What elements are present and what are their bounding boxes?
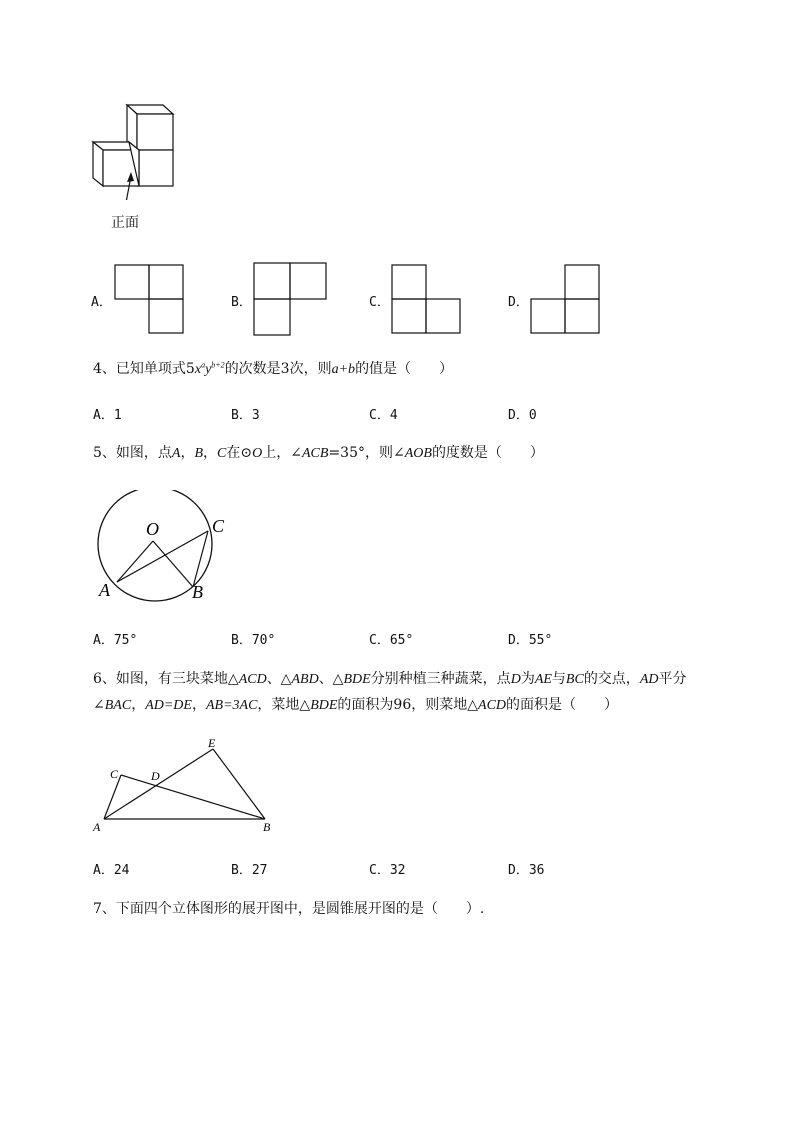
q6-option-b: B．27 <box>231 863 268 878</box>
question-4: 4、已知单项式$5x^ay^{b+2}$的次数是3次，则a+b的值是（ ） <box>93 360 454 377</box>
q6-option-a: A．24 <box>93 863 130 878</box>
q3-option-a-figure <box>114 264 186 336</box>
q5-option-d: D．55° <box>508 633 553 648</box>
q4-option-d: D．0 <box>508 408 537 423</box>
q6-option-d: D．36 <box>508 863 545 878</box>
label-E: E <box>208 736 216 750</box>
triangle-figure <box>90 735 280 835</box>
label-O: O <box>146 519 159 539</box>
label-D: D <box>151 769 160 783</box>
q6-option-c: C．32 <box>369 863 406 878</box>
label-A: A <box>99 580 110 600</box>
q3-option-b-figure <box>253 262 327 336</box>
label-B: B <box>192 582 203 602</box>
q4-option-c: C．4 <box>369 408 398 423</box>
question-6-line-1: 6、如图，有三块菜地△ACD、△ABD、△BDE分别种植三种蔬菜，点D为AE与BC的交点，AD平分 <box>93 671 687 687</box>
label-C: C <box>110 767 119 781</box>
q5-option-b: B．70° <box>231 633 276 648</box>
question-6-line-2: ∠BAC，AD=DE，AB=3AC，菜地△BDE的面积为96，则菜地△ACD的面积是（ ） <box>93 697 619 713</box>
label-A: A <box>93 820 101 834</box>
q3-option-c-label: C． <box>369 295 390 310</box>
label-B: B <box>263 820 271 834</box>
q3-option-d-label: D． <box>508 295 529 310</box>
q3-option-a-label: A． <box>91 295 112 310</box>
question-7: 7、下面四个立体图形的展开图中，是圆锥展开图的是（ ）. <box>93 901 485 917</box>
label-C: C <box>212 516 225 536</box>
cube-stack-figure <box>85 100 185 200</box>
q3-option-d-figure <box>530 264 602 336</box>
q5-option-a: A．75° <box>93 633 138 648</box>
q4-option-a: A．1 <box>93 408 122 423</box>
q5-option-c: C．65° <box>369 633 414 648</box>
front-label: 正面 <box>111 215 139 231</box>
circle-figure <box>92 490 242 608</box>
q4-option-b: B．3 <box>231 408 260 423</box>
q3-option-b-label: B． <box>231 295 252 310</box>
question-5: 5、如图，点A，B，C在⊙O上，∠ACB=35°，则∠AOB的度数是（ ） <box>93 445 544 461</box>
q3-option-c-figure <box>391 264 463 336</box>
